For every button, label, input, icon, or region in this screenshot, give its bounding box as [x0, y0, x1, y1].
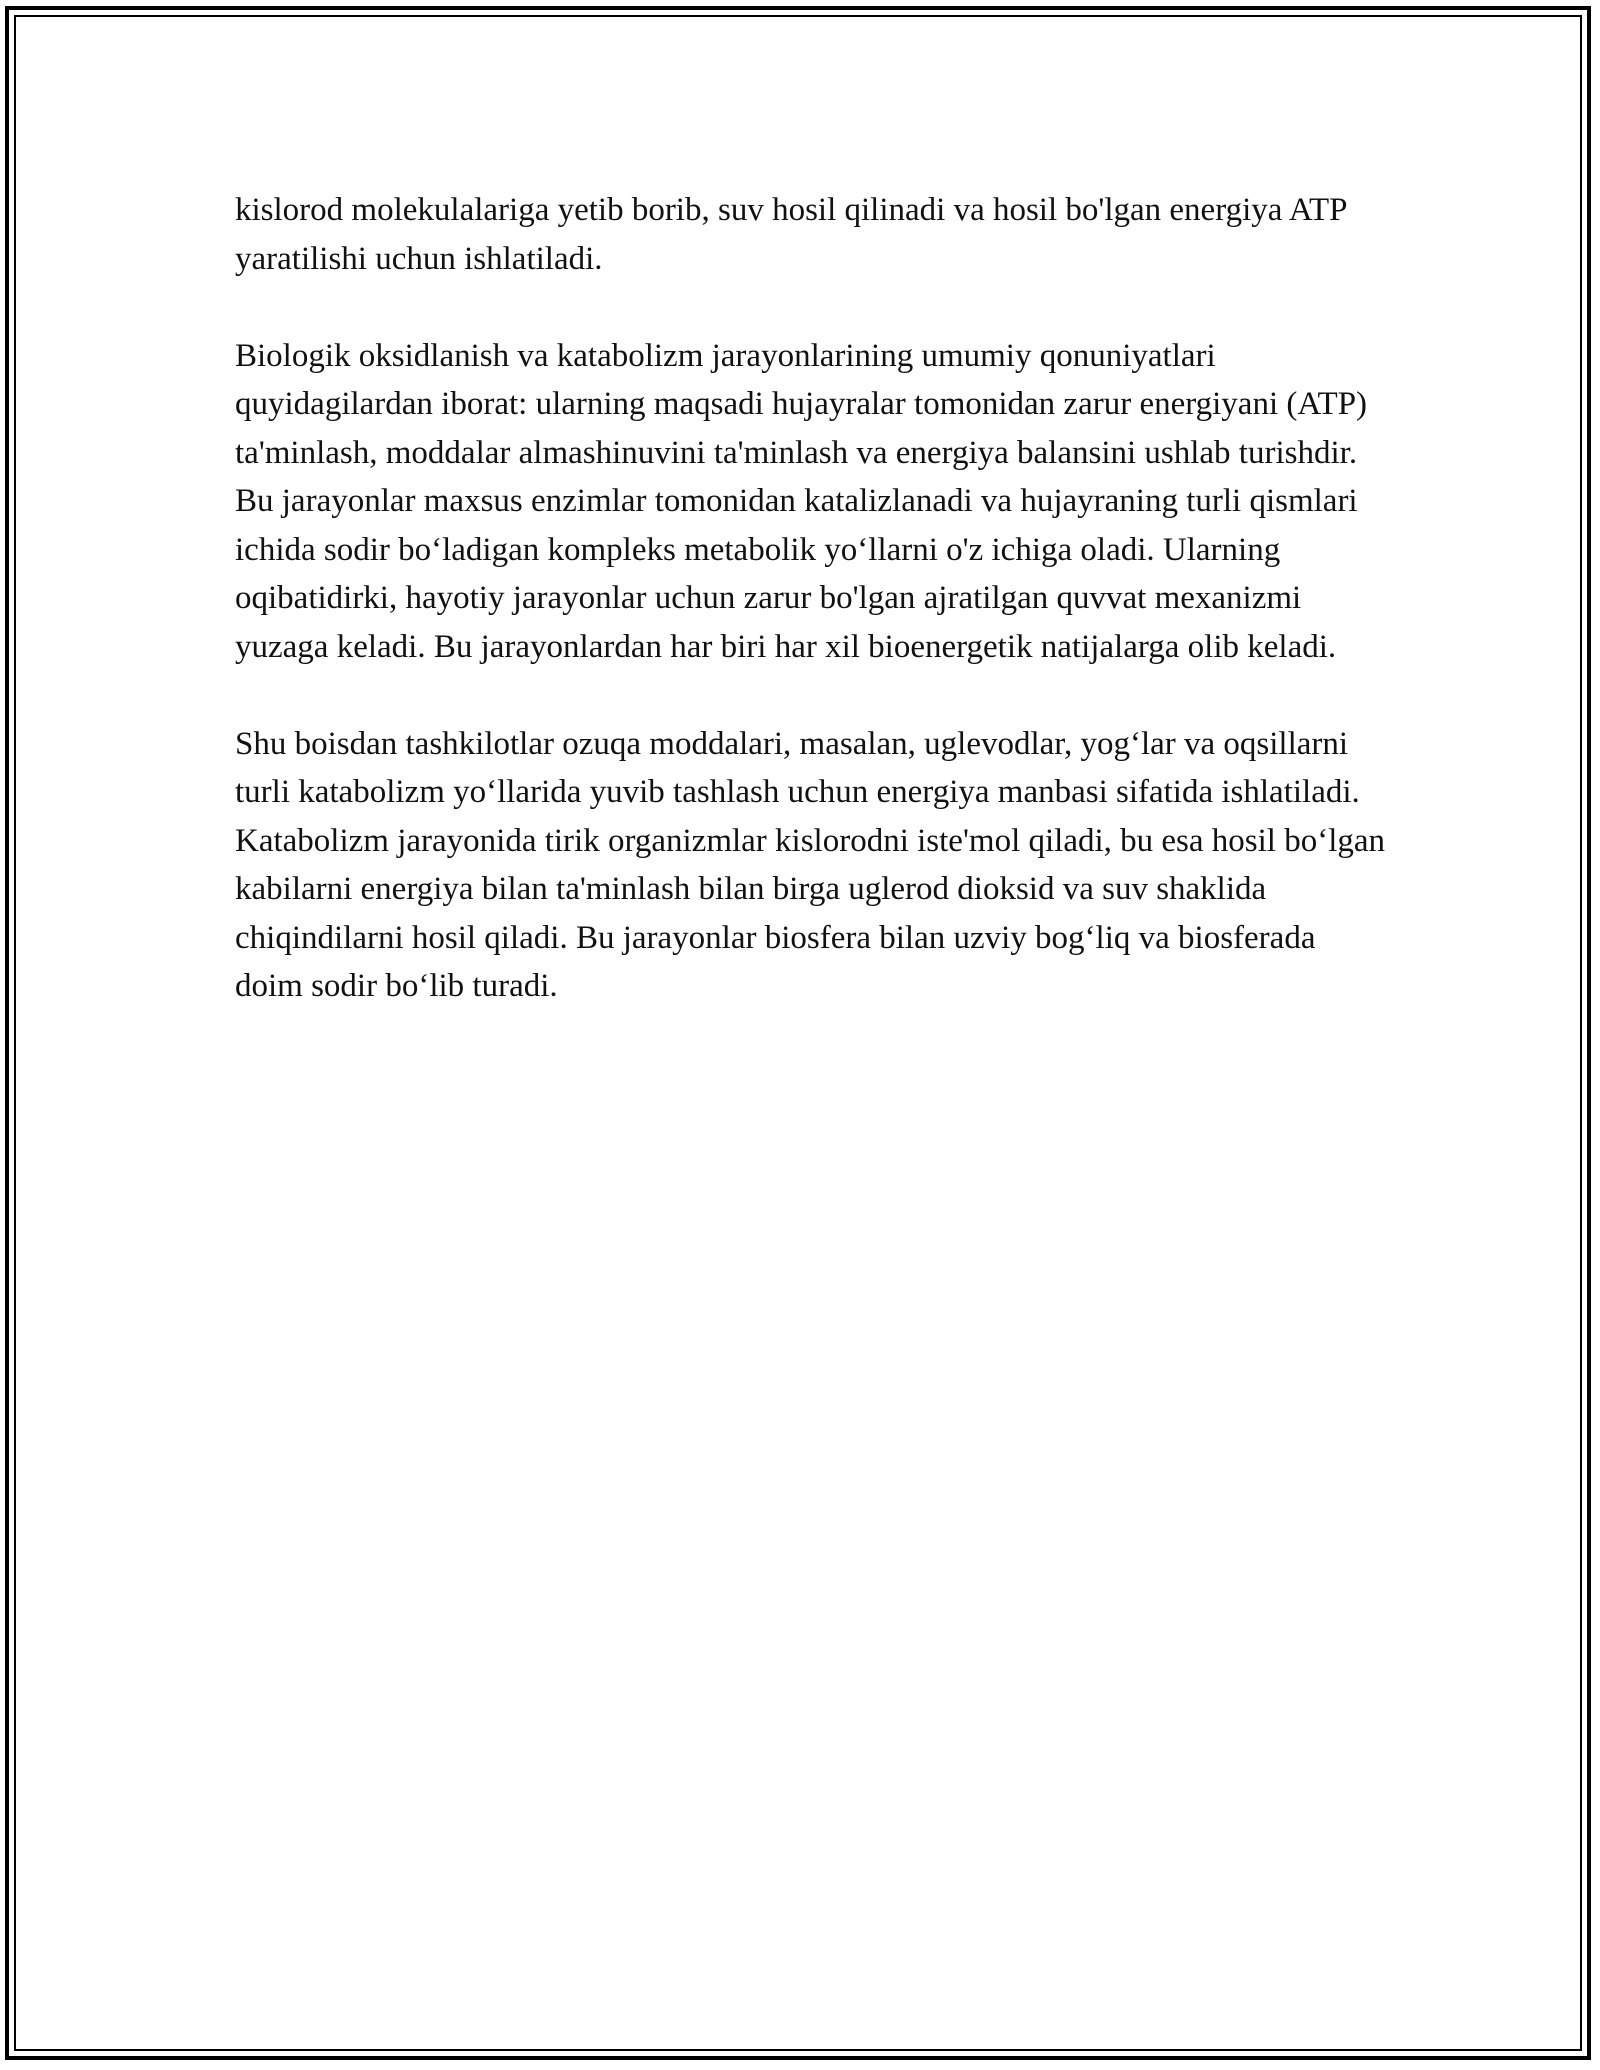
paragraph-2: Biologik oksidlanish va katabolizm jarayonlarining umumiy qonuniyatlari quyidagilardan iborat: ularning maqsadi hujayralar tomonidan zarur energiyani (ATP) ta'minlash, moddalar almashinuvini ta'minlash va energiya balansini ushlab turishdir. Bu jarayonlar maxsus enzimlar tomonidan katalizlanadi va hujayraning turli qismlari ichida sodir bo‘ladigan kompleks metabolik yo‘llarni o'z ichiga oladi. Ularning oqibatidirki, hayotiy jarayonlar uchun zarur bo'lgan ajratilgan quvvat mexanizmi yuzaga keladi. Bu jarayonlardan har biri har xil bioenergetik natijalarga olib keladi.: [235, 337, 1368, 665]
paragraph-3: Shu boisdan tashkilotlar ozuqa moddalari, masalan, uglevodlar, yog‘lar va oqsillarni turli katabolizm yo‘llarida yuvib tashlash uchun energiya manbasi sifatida ishlatiladi. Katabolizm jarayonida tirik organizmlar kislorodni iste'mol qiladi, bu esa hosil bo‘lgan kabilarni energiya bilan ta'minlash bilan birga uglerod dioksid va suv shaklida chiqindilarni hosil qiladi. Bu jarayonlar biosfera bilan uzviy bog‘liq va biosferada doim sodir bo‘lib turadi.: [235, 725, 1386, 1004]
document-body: [235, 186, 1385, 1059]
paragraph-1: kislorod molekulalariga yetib borib, suv hosil qilinadi va hosil bo'lgan energiya ATP yaratilishi uchun ishlatiladi.: [235, 192, 1347, 277]
